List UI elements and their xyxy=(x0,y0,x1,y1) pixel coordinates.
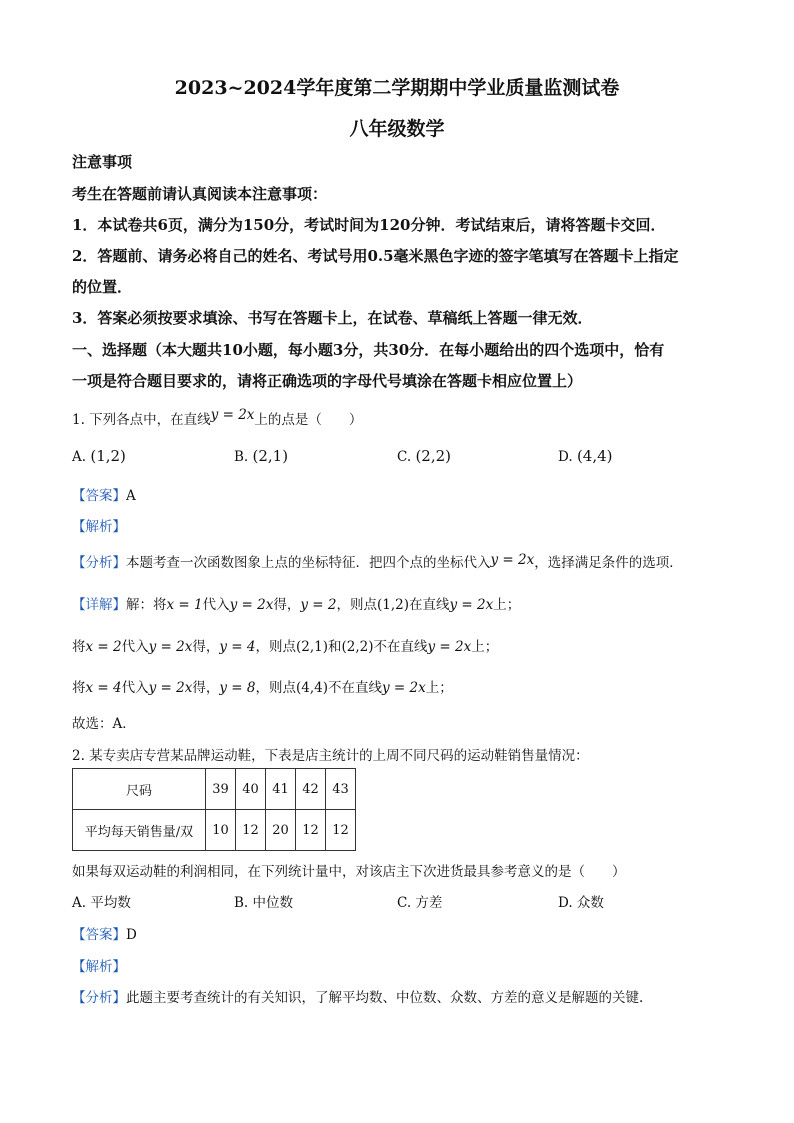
sales-table-sales-cell: 12 xyxy=(326,810,356,851)
q1-d1-eq2: y = 2x xyxy=(449,597,494,613)
q1-fenxi xyxy=(72,551,683,571)
q1-d3-c: 得， xyxy=(192,680,220,696)
q1-option-a-value: (1,2) xyxy=(90,447,126,465)
q1-option-b-label: B. xyxy=(234,449,249,465)
section-heading-line-1: 一、选择题（本大题共10小题，每小题3分，共30分．在每小题给出的四个选项中，恰有 xyxy=(72,341,665,359)
q2-stem: 2. 某专卖店专营某品牌运动鞋，下表是店主统计的上周不同尺码的运动鞋销售量情况： xyxy=(72,748,589,764)
q1-d2-b: 代入 xyxy=(121,639,149,655)
q1-d3-d: ，则点 xyxy=(255,680,296,696)
exam-title: 2023~2024学年度第二学期期中学业质量监测试卷 xyxy=(174,77,620,99)
q1-stem-post: 上的点是（ ） xyxy=(254,412,363,428)
q1-d3-point: (4,4) xyxy=(295,680,328,696)
sales-table-size-cell: 39 xyxy=(206,769,236,810)
q1-conclusion: 故选：A． xyxy=(72,716,136,732)
sales-table-sales-label: 平均每天销售量/双 xyxy=(73,810,206,851)
q1-d1-x: x = 1 xyxy=(166,597,203,613)
q1-d1-c: 得， xyxy=(273,597,301,613)
q2-fenxi-tag: 【分析】 xyxy=(72,990,126,1006)
q1-detail-line-2 xyxy=(72,635,498,655)
q1-d3-b: 代入 xyxy=(121,680,149,696)
q1-option-c-label: C. xyxy=(397,449,412,465)
notice-item-1: 1．本试卷共6页，满分为150分，考试时间为120分钟．考试结束后，请将答题卡交回． xyxy=(72,216,666,234)
q1-d2-x: x = 2 xyxy=(85,639,122,655)
q1-d1-eq: y = 2x xyxy=(229,597,274,613)
notice-item-2-line-1: 2．答题前、请务必将自己的姓名、考试号用0.5毫米黑色字迹的签字笔填写在答题卡上指定 xyxy=(72,247,679,265)
q1-d2-c: 得， xyxy=(192,639,220,655)
q2-fenxi xyxy=(72,986,643,1006)
notice-intro: 考生在答题前请认真阅读本注意事项： xyxy=(72,185,328,203)
q1-d1-d: ，则点 xyxy=(336,597,377,613)
q1-d1-f: 上； xyxy=(493,597,521,613)
q1-equation: y = 2x xyxy=(210,407,255,423)
q1-option-d-label: D. xyxy=(558,449,573,465)
q1-d1-y: y = 2 xyxy=(300,597,337,613)
notice-item-2-line-2: 的位置． xyxy=(72,278,133,296)
q1-d3-f: 上； xyxy=(425,680,453,696)
q1-d1-e: 在直线 xyxy=(408,597,450,613)
q1-d3-eq: y = 2x xyxy=(148,680,193,696)
q2-answer xyxy=(72,923,137,943)
q1-detail-tag: 【详解】 xyxy=(72,597,126,613)
q2-analysis-tag: 【解析】 xyxy=(72,959,126,975)
q1-detail-line-1 xyxy=(72,593,520,613)
q1-detail-line-3 xyxy=(72,676,453,696)
q2-option-c: C. 方差 xyxy=(397,895,443,911)
q1-option-d xyxy=(558,447,613,465)
q1-d2-d: ，则点 xyxy=(255,639,296,655)
q1-d3-y: y = 8 xyxy=(219,680,256,696)
q1-d2-point-1: (2,1) xyxy=(295,639,328,655)
q1-d1-a: 解：将 xyxy=(126,597,167,613)
sales-table-size-cell: 41 xyxy=(266,769,296,810)
q1-d3-a: 将 xyxy=(72,680,86,696)
sales-table-sales-cell: 10 xyxy=(206,810,236,851)
sales-table-row-sales xyxy=(73,810,356,851)
q1-option-c xyxy=(397,447,451,465)
q1-option-a xyxy=(72,447,126,465)
q1-d2-y: y = 4 xyxy=(219,639,256,655)
sales-table-sales-cell: 12 xyxy=(236,810,266,851)
q1-answer xyxy=(72,484,136,504)
q2-answer-value: D xyxy=(126,927,137,943)
q1-d2-eq: y = 2x xyxy=(148,639,193,655)
q2-answer-tag: 【答案】 xyxy=(72,927,126,943)
q1-d2-f: 上； xyxy=(471,639,499,655)
q1-fenxi-pre: 本题考查一次函数图象上点的坐标特征．把四个点的坐标代入 xyxy=(126,555,491,571)
q1-stem-pre: 1. 下列各点中，在直线 xyxy=(72,412,211,428)
notice-heading: 注意事项 xyxy=(72,153,133,171)
q1-d2-and: 和 xyxy=(327,639,342,655)
q1-option-c-value: (2,2) xyxy=(415,447,451,465)
q1-d2-eq2: y = 2x xyxy=(427,639,472,655)
sales-table-size-label: 尺码 xyxy=(73,769,206,810)
sales-table xyxy=(72,768,356,851)
sales-table-sales-cell: 20 xyxy=(266,810,296,851)
q1-answer-tag: 【答案】 xyxy=(72,488,126,504)
q2-question: 如果每双运动鞋的利润相同，在下列统计量中，对该店主下次进货最具参考意义的是（ ） xyxy=(72,864,626,880)
q1-d2-a: 将 xyxy=(72,639,86,655)
q1-stem xyxy=(72,408,362,428)
q2-option-d: D. 众数 xyxy=(558,895,604,911)
q1-answer-value: A xyxy=(126,488,136,504)
q1-fenxi-post: ，选择满足条件的选项． xyxy=(534,555,683,571)
q1-d1-b: 代入 xyxy=(202,597,230,613)
q1-option-d-value: (4,4) xyxy=(576,447,613,465)
q1-d3-x: x = 4 xyxy=(85,680,122,696)
sales-table-size-cell: 43 xyxy=(326,769,356,810)
q1-d2-point-2: (2,2) xyxy=(341,639,374,655)
q2-option-b: B. 中位数 xyxy=(234,895,294,911)
sales-table-sales-cell: 12 xyxy=(296,810,326,851)
q1-d3-e: 不在直线 xyxy=(327,680,382,696)
q1-d1-point: (1,2) xyxy=(376,597,409,613)
q1-analysis-tag: 【解析】 xyxy=(72,519,126,535)
q1-fenxi-equation: y = 2x xyxy=(490,552,535,568)
q1-option-a-label: A. xyxy=(72,449,87,465)
sales-table-row-sizes xyxy=(73,769,356,810)
section-heading-line-2: 一项是符合题目要求的，请将正确选项的字母代号填涂在答题卡相应位置上） xyxy=(72,372,583,390)
q1-option-b xyxy=(234,447,288,465)
q1-option-b-value: (2,1) xyxy=(252,447,289,465)
q2-option-a: A. 平均数 xyxy=(72,895,131,911)
notice-item-3: 3．答案必须按要求填涂、书写在答题卡上，在试卷、草稿纸上答题一律无效． xyxy=(72,309,593,327)
sales-table-size-cell: 40 xyxy=(236,769,266,810)
exam-subtitle: 八年级数学 xyxy=(349,118,445,140)
q1-fenxi-tag: 【分析】 xyxy=(72,555,126,571)
q1-d2-e: 不在直线 xyxy=(373,639,428,655)
q2-fenxi-text: 此题主要考查统计的有关知识，了解平均数、中位数、众数、方差的意义是解题的关键. xyxy=(126,990,644,1006)
sales-table-size-cell: 42 xyxy=(296,769,326,810)
q1-d3-eq2: y = 2x xyxy=(381,680,426,696)
